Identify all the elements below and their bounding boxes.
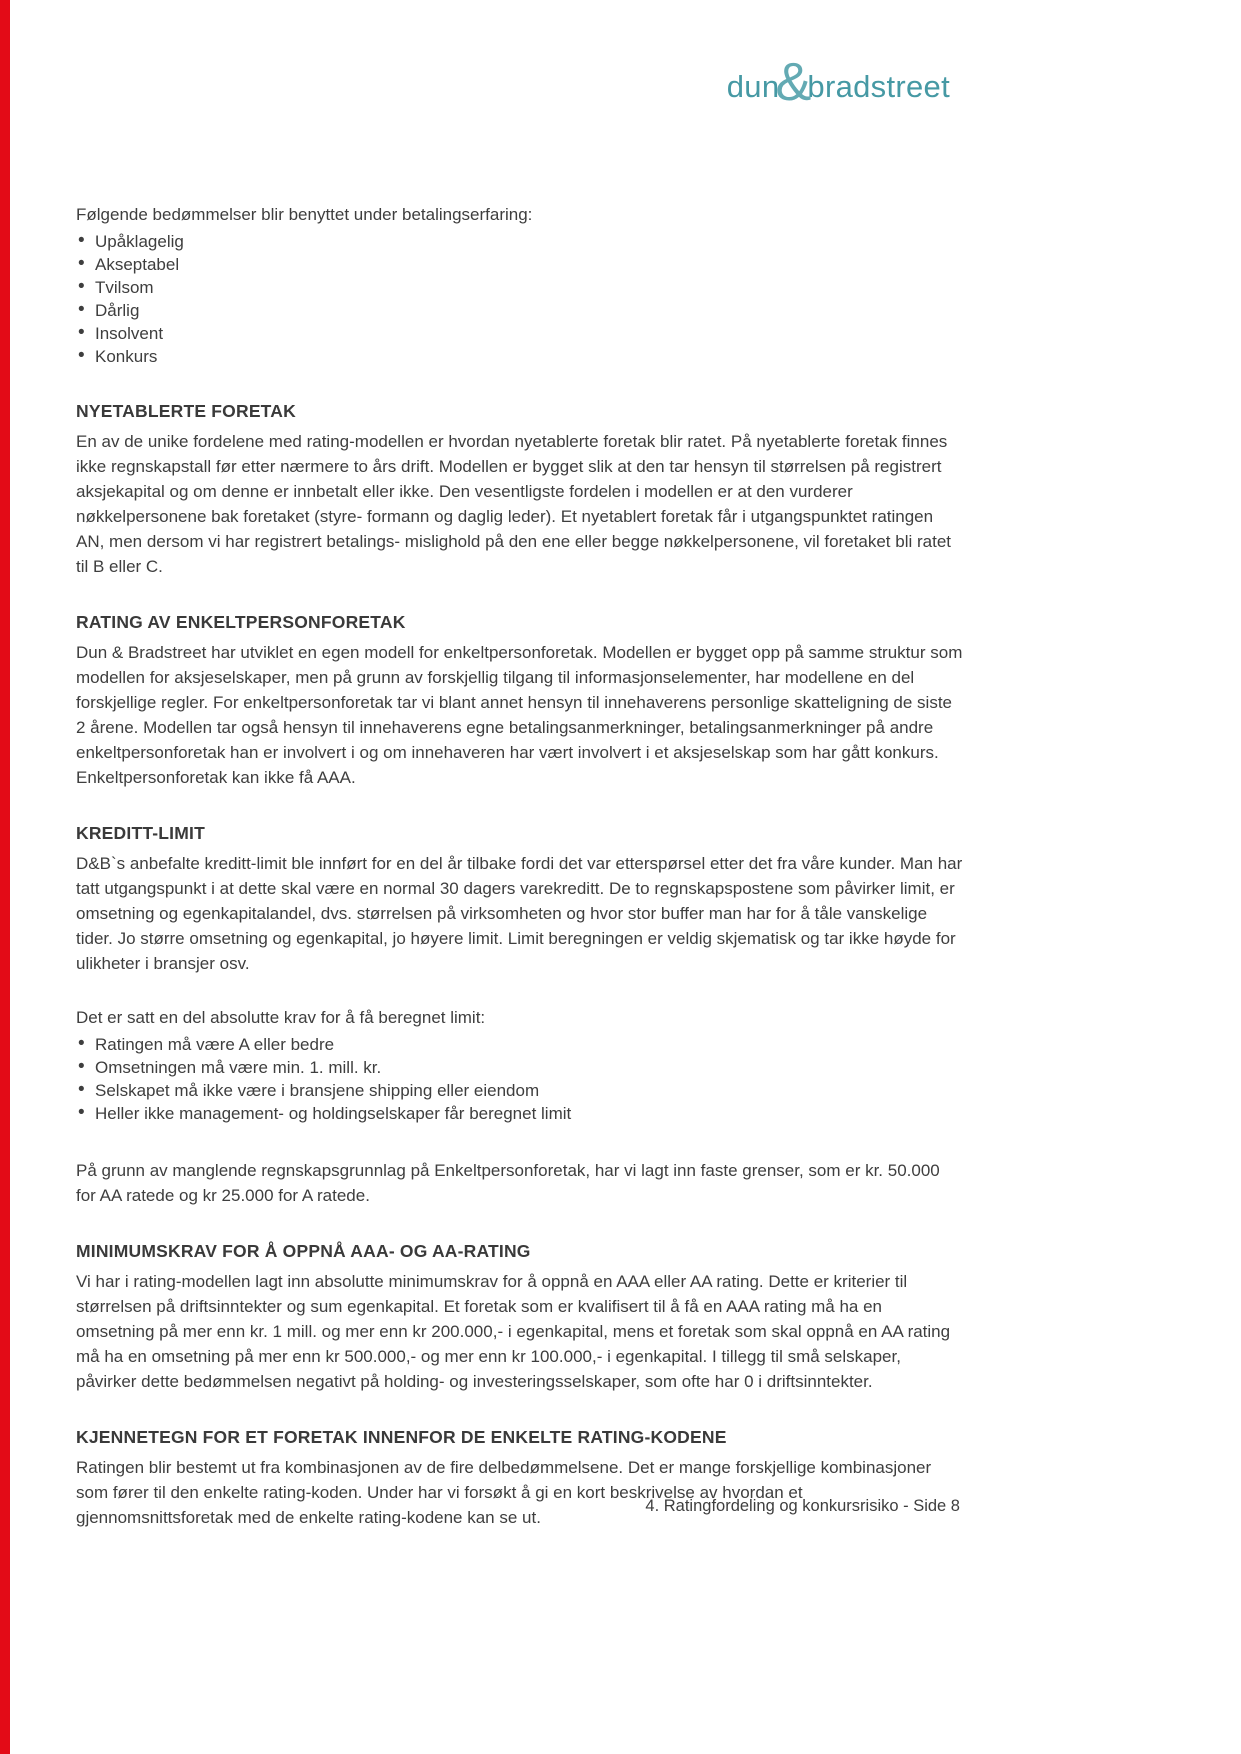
list-item: • Dårlig xyxy=(76,299,964,322)
document-content xyxy=(76,202,964,1530)
list-item: • Tvilsom xyxy=(76,276,964,299)
list-item: • Akseptabel xyxy=(76,253,964,276)
list-item: • Konkurs xyxy=(76,345,964,368)
section-title-kreditt-limit: KREDITT-LIMIT xyxy=(76,823,205,843)
section-body-kjennetegn: Ratingen blir bestemt ut fra kombinasjonen av de fire delbedømmelsene. Det er mange forskjellige kombinasjoner som fører til den enkelte rating-koden. Under har vi forsøkt å gi en kort beskrivelse av hvordan et gjennomsnittsforetak med de enkelte rating-kodene kan se ut. xyxy=(76,1458,932,1527)
section-body-rating-enkeltpersonforetak: Dun & Bradstreet har utviklet en egen modell for enkeltpersonforetak. Modellen er bygget opp på samme struktur som modellen for aksjeselskaper, men på grunn av forskjellig tilgang til informasjonselementer, har modellene en del forskjellige regler. For enkeltpersonforetak tar vi blant annet hensyn til innehaverens personlige skatteligning de siste 2 årene. Modellen tar også hensyn til innehaverens egne betalingsanmerkninger, betalingsanmerkninger på andre enkeltpersonforetak han er involvert i og om innehaveren har vært involvert i et aksjeselskap som har gått konkurs. Enkeltpersonforetak kan ikke få AAA. xyxy=(76,643,963,787)
section-body-nyetablerte-foretak: En av de unike fordelene med rating-modellen er hvordan nyetablerte foretak blir ratet. På nyetablerte foretak finnes ikke regnskapstall før etter nærmere to års drift. Modellen er bygget slik at den tar hensyn til størrelsen på registrert aksjekapital og om denne er innbetalt eller ikke. Den vesentligste fordelen i modellen er at den vurderer nøkkelpersonene bak foretaket (styre- formann og daglig leder). Et nyetablert foretak får i utgangspunktet ratingen AN, men dersom vi har registrert betalings- mislighold på den ene eller begge nøkkelpersonene, vil foretaket bli ratet til B eller C. xyxy=(76,432,952,576)
section-body-minimumskrav: Vi har i rating-modellen lagt inn absolutte minimumskrav for å oppnå en AAA eller AA rating. Dette er kriterier til størrelsen på driftsinntekter og sum egenkapital. Et foretak som er kvalifisert til å få en AAA rating må ha en omsetning på mer enn kr. 1 mill. og mer enn kr 200.000,- i egenkapital, mens et foretak som skal oppnå en AA rating må ha en omsetning på mer enn kr 500.000,- og mer enn kr 100.000,- i egenkapital. I tillegg til små selskaper, påvirker dette bedømmelsen negativt på holding- og investeringsselskaper, som ofte har 0 i driftsinntekter. xyxy=(76,1272,951,1391)
list-item: • Selskapet må ikke være i bransjene shipping eller eiendom xyxy=(76,1079,964,1102)
logo-word-bradstreet: bradstreet xyxy=(807,69,950,104)
list-item: • Omsetningen må være min. 1. mill. kr. xyxy=(76,1056,964,1079)
page-footer xyxy=(76,1497,960,1516)
section-body-kreditt-limit: D&B`s anbefalte kreditt-limit ble innført for en del år tilbake fordi det var etterspørsel etter det fra våre kunder. Man har tatt utgangspunkt i at dette skal være en normal 30 dagers varekreditt. De to regnskapspostene som påvirker limit, er omsetning og egenkapitalandel, dvs. størrelsen på virksomheten og hvor stor buffer man har for å tåle vanskelige tider. Jo større omsetning og egenkapital, jo høyere limit. Limit beregningen er veldig skjematisk og tar ikke høyde for ulikheter i bransjer osv. xyxy=(76,854,963,973)
payment-assessment-list xyxy=(76,230,964,368)
intro-lead: Følgende bedømmelser blir benyttet under betalingserfaring: xyxy=(76,205,533,224)
logo-ampersand-icon: & xyxy=(775,52,812,112)
section-title-rating-enkeltpersonforetak: RATING AV ENKELTPERSONFORETAK xyxy=(76,612,406,632)
footer-text: 4. Ratingfordeling og konkursrisiko - Side 8 xyxy=(645,1497,960,1515)
list-item: • Upåklagelig xyxy=(76,230,964,253)
section-title-kjennetegn: KJENNETEGN FOR ET FORETAK INNENFOR DE ENKELTE RATING-KODENE xyxy=(76,1427,727,1447)
logo-word-dun: dun xyxy=(726,69,780,104)
left-accent-bar xyxy=(0,0,10,1754)
enkeltpersonforetak-limit-note: På grunn av manglende regnskapsgrunnlag på Enkeltpersonforetak, har vi lagt inn faste grenser, som er kr. 50.000 for AA ratede og kr 25.000 for A ratede. xyxy=(76,1161,940,1205)
limit-requirements-lead: Det er satt en del absolutte krav for å få beregnet limit: xyxy=(76,1008,486,1027)
list-item: • Insolvent xyxy=(76,322,964,345)
section-title-nyetablerte-foretak: NYETABLERTE FORETAK xyxy=(76,401,296,421)
list-item: • Ratingen må være A eller bedre xyxy=(76,1033,964,1056)
limit-requirements-list xyxy=(76,1033,964,1125)
section-title-minimumskrav: MINIMUMSKRAV FOR Å OPPNÅ AAA- OG AA-RATING xyxy=(76,1241,531,1261)
list-item: • Heller ikke management- og holdingselskaper får beregnet limit xyxy=(76,1102,964,1125)
dun-bradstreet-logo xyxy=(726,52,950,114)
